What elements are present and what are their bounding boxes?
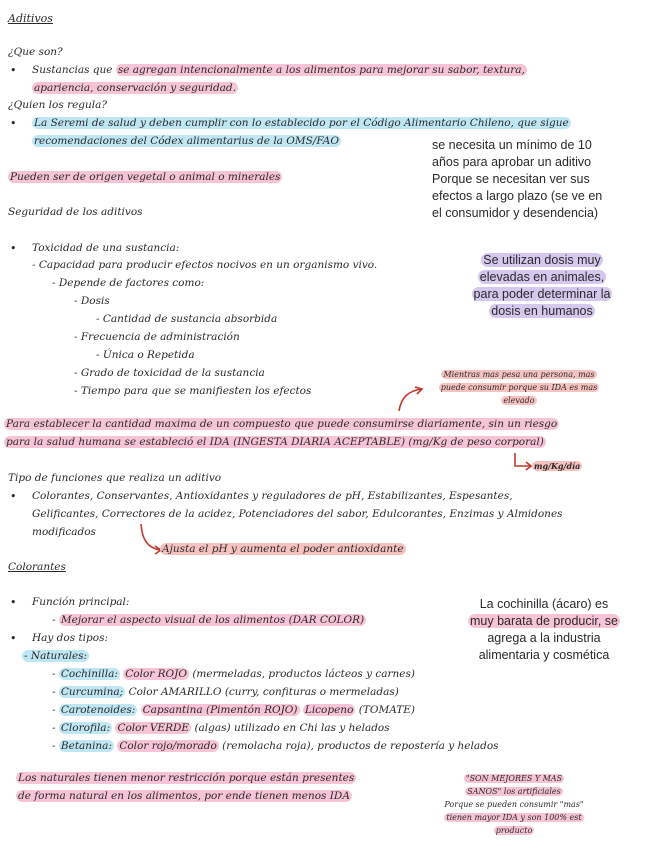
natural-uses: (algas) utilizado en Chi las y helados	[194, 722, 390, 734]
page-title: Aditivos	[8, 12, 53, 25]
bottom-right-line: "SON MEJORES Y MAS	[465, 774, 563, 783]
natural-name: Betanina:	[60, 740, 112, 752]
toxicity-amount: - Cantidad de sustancia absorbida	[96, 313, 278, 325]
bottom-right-note	[424, 772, 604, 837]
toxicity-capacity: - Capacidad para producir efectos nocivos en un organismo vivo.	[32, 259, 378, 271]
natural-uses: (TOMATE)	[358, 704, 415, 716]
natural-color: Capsantina (Pimentón ROJO)	[142, 704, 298, 716]
who-answer-line2	[32, 135, 341, 147]
right-note-cochinilla-line: La cochinilla (ácaro) es	[479, 597, 609, 611]
toxicity-depends: - Depende de factores como:	[52, 277, 205, 289]
natural-item-curcumina: - Curcumina; Color AMARILLO (curry, confituras o mermeladas)	[52, 686, 399, 698]
who-answer-highlight1: La Seremi de salud y deben cumplir con lo establecido por el Código Alimentario Chileno, que sigue	[34, 117, 569, 129]
right-note-approval-line: el consumidor y desendencia)	[432, 206, 599, 220]
bullet-dot: •	[10, 242, 17, 255]
natural-name: Cochinilla:	[60, 668, 118, 680]
bullet-dot: •	[10, 490, 17, 503]
toxicity-dose: - Dosis	[74, 295, 110, 307]
ida-line2	[4, 436, 546, 448]
toxicity-item: Toxicidad de una sustancia:	[32, 242, 180, 254]
security-title: Seguridad de los aditivos	[8, 206, 143, 218]
toxicity-grade: - Grado de toxicidad de la sustancia	[74, 367, 265, 379]
natural-item-cochinilla: - Cochinilla: Color ROJO (mermeladas, productos lácteos y carnes)	[52, 668, 415, 680]
origin-highlight: Pueden ser de origen vegetal o animal o minerales	[10, 171, 281, 183]
right-note-approval-line: se necesita un mínimo de 10	[432, 138, 592, 152]
natural-color: Color VERDE	[117, 722, 190, 734]
toxicity-dose-text: Dosis	[80, 295, 110, 307]
functions-line2: Gelificantes, Correctores de la acidez, Potenciadores del sabor, Edulcorantes, Enzimas y Almidones	[32, 508, 563, 520]
toxicity-capacity-text: Capacidad para producir efectos nocivos en un organismo vivo.	[38, 259, 378, 271]
natural-item-carotenoides: - Carotenoides: Capsantina (Pimentón ROJO) Licopeno (TOMATE)	[52, 704, 415, 716]
right-note-approval	[432, 137, 602, 222]
elbow-arrow-icon	[512, 452, 534, 472]
ida-highlight1: Para establecer la cantidad maxima de un compuesto que puede consumirse diariamente, sin un riesgo	[6, 418, 558, 430]
toxicity-grade-text: Grado de toxicidad de la sustancia	[80, 367, 265, 379]
toxicity-time: - Tiempo para que se manifiesten los efectos	[74, 385, 312, 397]
right-note-animals-line: dosis en humanos	[491, 304, 593, 318]
bottom-right-line: SANOS" los artificiales	[467, 787, 561, 796]
right-note-approval-line: años para aprobar un aditivo	[432, 155, 592, 169]
natural-name: Curcumina;	[60, 686, 124, 698]
bullet-dot: •	[10, 596, 17, 609]
weight-note-line: Mientras mas pesa una persona, mas	[443, 370, 595, 379]
toxicity-single: - Única o Repetida	[96, 349, 195, 361]
ida-unit-note	[532, 461, 582, 471]
functions-note	[160, 543, 406, 555]
right-note-approval-line: efectos a largo plazo (se ve en	[432, 189, 603, 203]
natural-uses: (mermeladas, productos lácteos y carnes)	[192, 668, 415, 680]
weight-note-line: puede consumir porque su IDA es mas	[440, 383, 598, 392]
main-function-value: - Mejorar el aspecto visual de los alimentos (DAR COLOR)	[52, 614, 365, 626]
natural-color: Color rojo/morado	[119, 740, 217, 752]
what-answer-line1	[32, 64, 527, 76]
natural-name: Clorofila:	[60, 722, 111, 734]
main-function-label: Función principal:	[32, 596, 130, 608]
ida-unit-text: mg/Kg/día	[534, 461, 581, 471]
bottom-left-highlight2: de forma natural en los alimentos, por ende tienen menos IDA	[18, 790, 350, 802]
who-answer-line1	[32, 117, 571, 129]
right-note-cochinilla	[444, 596, 644, 664]
toxicity-frequency-text: Frecuencia de administración	[80, 331, 240, 343]
bottom-right-line: producto	[495, 826, 533, 835]
main-function-highlight: Mejorar el aspecto visual de los alimentos (DAR COLOR)	[60, 614, 365, 626]
bottom-left-line2	[16, 790, 352, 802]
toxicity-amount-text: Cantidad de sustancia absorbida	[102, 313, 278, 325]
what-answer-highlight2: apariencia, conservación y seguridad.	[34, 82, 236, 94]
bottom-left-highlight1: Los naturales tienen menor restricción porque están presentes	[18, 772, 355, 784]
right-note-animals-line: Se utilizan dosis muy	[483, 253, 601, 267]
colorantes-title: Colorantes	[8, 561, 66, 573]
two-types-label: Hay dos tipos:	[32, 632, 109, 644]
right-note-cochinilla-line: alimentaria y cosmética	[478, 648, 610, 662]
natural-uses: Color AMARILLO (curry, confituras o mermeladas)	[128, 686, 399, 698]
functions-line1: Colorantes, Conservantes, Antioxidantes y reguladores de pH, Estabilizantes, Espesantes,	[32, 490, 513, 502]
bullet-dot: •	[10, 64, 17, 77]
toxicity-time-text: Tiempo para que se manifiesten los efectos	[80, 385, 312, 397]
right-note-animals-line: elevadas en animales,	[479, 270, 605, 284]
natural-uses: (remolacha roja), productos de repostería y helados	[222, 740, 499, 752]
naturals-text: Naturales:	[30, 650, 88, 662]
question-what: ¿Que son?	[8, 46, 63, 58]
bottom-right-line: Porque se pueden consumir "mas"	[444, 800, 584, 809]
natural-item-clorofila: - Clorofila: Color VERDE (algas) utilizado en Chi las y helados	[52, 722, 390, 734]
ida-highlight2: para la salud humana se estableció el IDA (INGESTA DIARIA ACEPTABLE) (mg/Kg de peso corporal)	[6, 436, 544, 448]
what-answer-line2	[32, 82, 238, 94]
who-answer-highlight2: recomendaciones del Códex alimentarius de la OMS/FAO	[34, 135, 339, 147]
right-note-animals-line: para poder determinar la	[473, 287, 611, 301]
natural-color: Color ROJO	[125, 668, 187, 680]
bullet-dot: •	[10, 117, 17, 130]
right-note-cochinilla-line: agrega a la industria	[487, 631, 601, 645]
bottom-left-line1	[16, 772, 356, 784]
bottom-right-line: tienen mayor IDA y son 100% est	[446, 813, 582, 822]
functions-title: Tipo de funciones que realiza un aditivo	[8, 472, 222, 484]
functions-note-text: Ajusta el pH y aumenta el poder antioxidante	[162, 543, 404, 555]
what-answer-prefix: Sustancias que	[32, 64, 113, 76]
right-note-cochinilla-line: muy barata de producir, se	[470, 614, 618, 628]
what-answer-highlight: se agregan intencionalmente a los alimentos para mejorar su sabor, textura,	[117, 64, 525, 76]
right-note-approval-line: Porque se necesitan ver sus	[432, 172, 590, 186]
naturals-label: - Naturales:	[24, 650, 88, 662]
natural-item-betanina: - Betanina: Color rojo/morado (remolacha roja), productos de repostería y helados	[52, 740, 499, 752]
toxicity-depends-text: Depende de factores como:	[58, 277, 205, 289]
origin-note	[8, 171, 282, 183]
question-who: ¿Quien los regula?	[8, 99, 108, 111]
weight-note	[410, 368, 628, 407]
weight-note-line: elevado	[503, 396, 535, 405]
ida-line1	[4, 418, 559, 430]
bullet-dot: •	[10, 632, 17, 645]
right-note-animals	[452, 252, 632, 320]
natural-name: Carotenoides:	[60, 704, 136, 716]
toxicity-frequency: - Frecuencia de administración	[74, 331, 240, 343]
curved-arrow-icon	[395, 385, 425, 415]
functions-line3: modificados	[32, 526, 96, 538]
natural-color-lycopene: Licopeno	[304, 704, 354, 716]
toxicity-single-text: Única o Repetida	[102, 349, 195, 361]
